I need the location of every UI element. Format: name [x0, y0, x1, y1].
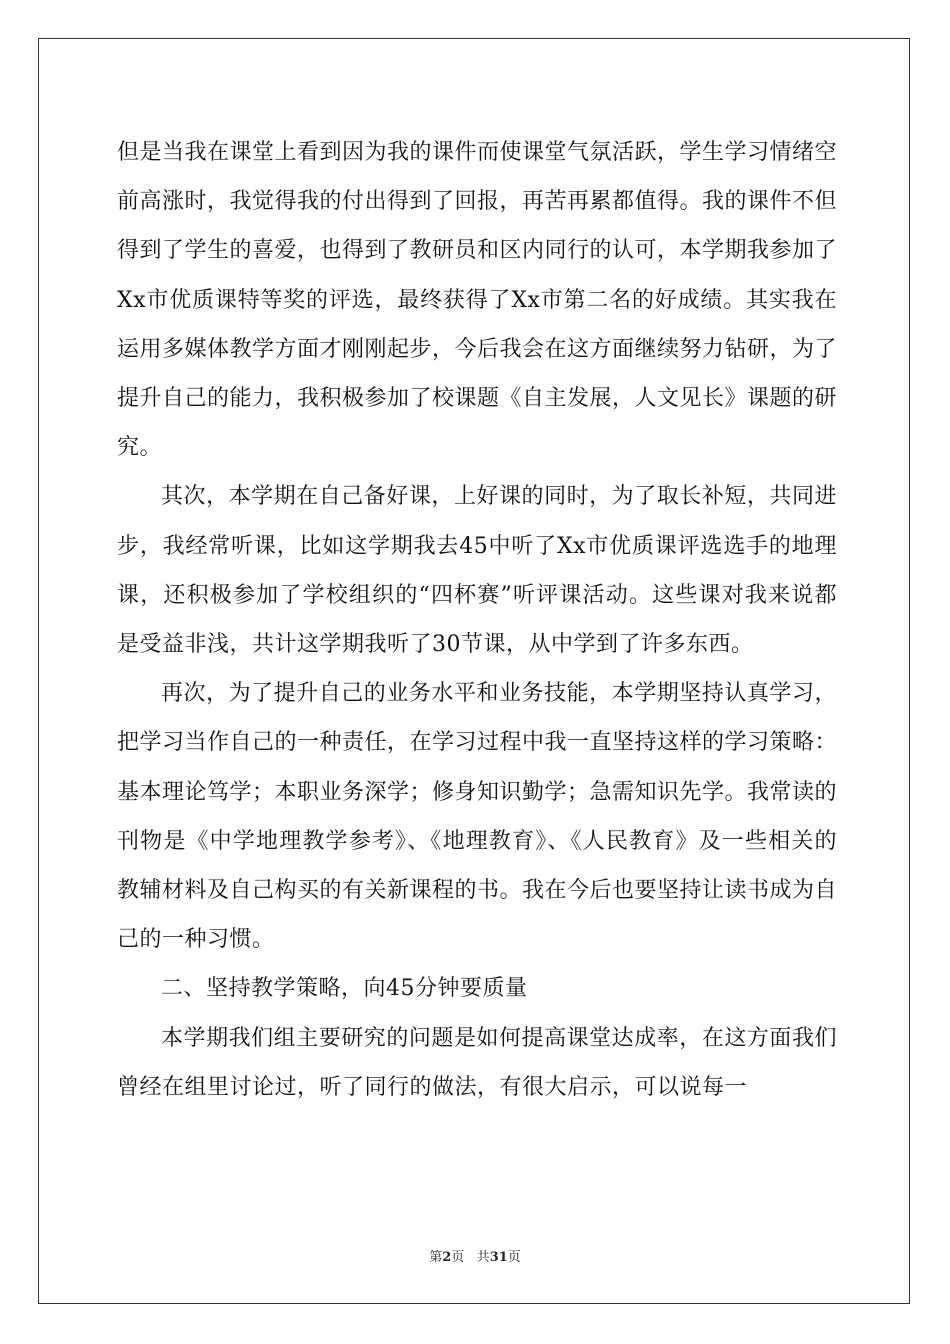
page-suffix: 页: [451, 1250, 465, 1265]
paragraph-2: 其次，本学期在自己备好课，上好课的同时，为了取长补短，共同进步，我经常听课，比如这学期我去45中听了Xx市优质课评选选手的地理课，还积极参加了学校组织的“四杯赛”听评课活动。这些课对我来说都是受益非浅，共计这学期我听了30节课，从中学到了许多东西。: [117, 484, 837, 658]
page-footer: [0, 1246, 950, 1265]
page-number: 2: [442, 1250, 452, 1265]
paragraph-4: 本学期我们组主要研究的问题是如何提高课堂达成率，在这方面我们曾经在组里讨论过，听了同行的做法，有很大启示，可以说每一: [117, 1025, 837, 1100]
paragraph-3: 再次，为了提升自己的业务水平和业务技能，本学期坚持认真学习，把学习当作自己的一种责任，在学习过程中我一直坚持这样的学习策略：基本理论笃学；本职业务深学；修身知识勤学；急需知识先学。我常读的刊物是《中学地理教学参考》、《地理教育》、《人民教育》及一些相关的教辅材料及自己构买的有关新课程的书。我在今后也要坚持让读书成为自己的一种习惯。: [117, 681, 838, 953]
document-body: [117, 128, 837, 1112]
section-heading: 二、坚持教学策略，向45分钟要质量: [161, 976, 528, 1002]
paragraph-1: 但是当我在课堂上看到因为我的课件而使课堂气氛活跃，学生学习情绪空前高涨时，我觉得我的付出得到了回报，再苦再累都值得。我的课件不但得到了学生的喜爱，也得到了教研员和区内同行的认可，本学期我参加了Xx市优质课特等奖的评选，最终获得了Xx市第二名的好成绩。其实我在运用多媒体教学方面才刚刚起步，今后我会在这方面继续努力钻研，为了提升自己的能力，我积极参加了校课题《自主发展，人文见长》课题的研究。: [117, 140, 838, 461]
total-prefix: 共: [476, 1250, 490, 1265]
total-pages: 31: [489, 1250, 508, 1265]
page-prefix: 第: [429, 1250, 443, 1265]
total-suffix: 页: [507, 1250, 521, 1265]
